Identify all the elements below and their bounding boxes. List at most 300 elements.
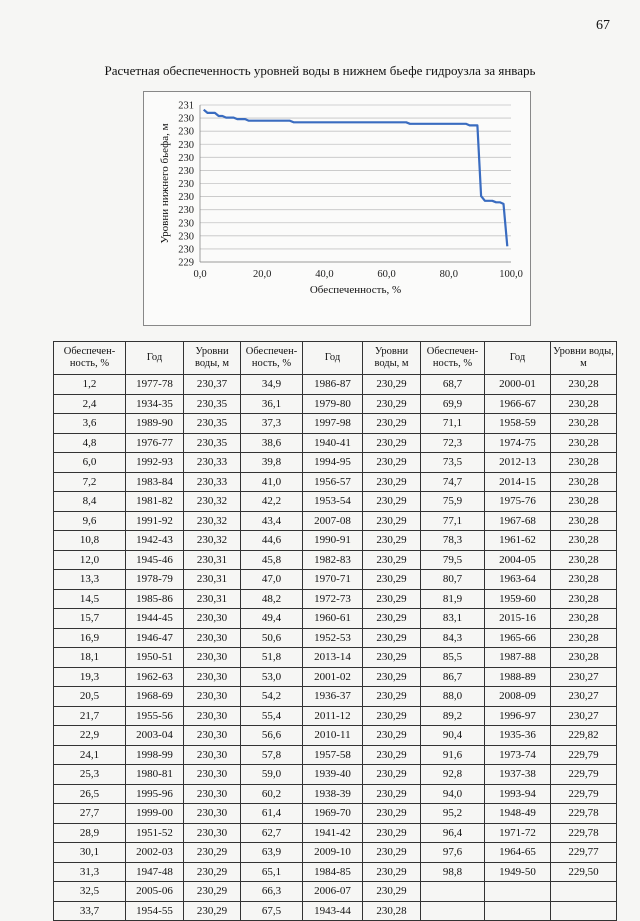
table-cell: 2005-06 [126, 882, 184, 902]
table-cell: 24,1 [54, 745, 126, 765]
table-cell: 30,1 [54, 843, 126, 863]
table-cell: 2014-15 [485, 472, 551, 492]
table-cell: 2006-07 [303, 882, 363, 902]
table-cell: 61,4 [241, 804, 303, 824]
table-row [54, 667, 617, 687]
table-cell: 230,29 [363, 804, 421, 824]
x-tick-label: 80,0 [439, 269, 458, 280]
page-number: 67 [596, 18, 610, 33]
table-cell: 1975-76 [485, 492, 551, 512]
y-tick-label: 230 [178, 126, 194, 138]
x-tick-label: 100,0 [499, 269, 523, 280]
table-cell: 230,33 [184, 453, 241, 473]
table-cell: 230,28 [363, 901, 421, 921]
table-row [54, 375, 617, 395]
table-cell: 230,35 [184, 414, 241, 434]
table-cell: 230,30 [184, 609, 241, 629]
table-cell: 15,7 [54, 609, 126, 629]
table-cell: 230,29 [363, 511, 421, 531]
table-cell: 1996-97 [485, 706, 551, 726]
chart-title: Расчетная обеспеченность уровней воды в нижнем бьефе гидроузла за январь [104, 63, 536, 78]
y-tick-label: 230 [178, 113, 194, 125]
probability-table [53, 341, 617, 921]
table-cell: 57,8 [241, 745, 303, 765]
table-cell: 1934-35 [126, 394, 184, 414]
table-cell: 51,8 [241, 648, 303, 668]
table-cell: 230,29 [363, 394, 421, 414]
table-cell: 1966-67 [485, 394, 551, 414]
table-cell: 1950-51 [126, 648, 184, 668]
table-cell: 230,28 [551, 433, 617, 453]
table-cell: 47,0 [241, 570, 303, 590]
table-row [54, 472, 617, 492]
table-row [54, 862, 617, 882]
table-cell: 1995-96 [126, 784, 184, 804]
table-cell [551, 901, 617, 921]
table-cell: 230,29 [363, 648, 421, 668]
table-cell: 1949-50 [485, 862, 551, 882]
table-cell: 79,5 [421, 550, 485, 570]
table-header-cell: Обеспечен-ность, % [54, 342, 126, 375]
table-cell: 1954-55 [126, 901, 184, 921]
table-cell: 1935-36 [485, 726, 551, 746]
table-cell: 74,7 [421, 472, 485, 492]
table-cell: 59,0 [241, 765, 303, 785]
table-cell: 229,79 [551, 784, 617, 804]
table-cell: 1994-95 [303, 453, 363, 473]
table-cell: 50,6 [241, 628, 303, 648]
table-cell: 1943-44 [303, 901, 363, 921]
table-row [54, 765, 617, 785]
table-cell: 9,6 [54, 511, 126, 531]
y-tick-label: 230 [178, 152, 194, 164]
table-cell: 1978-79 [126, 570, 184, 590]
table-cell: 1988-89 [485, 667, 551, 687]
table-cell: 230,28 [551, 570, 617, 590]
table-cell: 230,29 [363, 784, 421, 804]
table-cell: 32,5 [54, 882, 126, 902]
table-cell: 230,33 [184, 472, 241, 492]
table-cell: 230,29 [184, 862, 241, 882]
table-cell: 33,7 [54, 901, 126, 921]
table-row [54, 453, 617, 473]
table-cell: 1997-98 [303, 414, 363, 434]
table-cell: 230,29 [363, 706, 421, 726]
table-row [54, 843, 617, 863]
table-cell: 1971-72 [485, 823, 551, 843]
table-cell: 1970-71 [303, 570, 363, 590]
table-cell: 67,5 [241, 901, 303, 921]
table-cell: 230,27 [551, 706, 617, 726]
table-cell: 1974-75 [485, 433, 551, 453]
table-cell: 1937-38 [485, 765, 551, 785]
table-cell: 2003-04 [126, 726, 184, 746]
table-cell: 1942-43 [126, 531, 184, 551]
table-cell: 229,77 [551, 843, 617, 863]
table-cell: 1946-47 [126, 628, 184, 648]
table-cell: 230,30 [184, 784, 241, 804]
table-cell: 31,3 [54, 862, 126, 882]
table-cell: 89,2 [421, 706, 485, 726]
table-cell [421, 901, 485, 921]
table-cell: 230,28 [551, 414, 617, 434]
table-cell: 77,1 [421, 511, 485, 531]
table-cell: 90,4 [421, 726, 485, 746]
table-cell: 1989-90 [126, 414, 184, 434]
y-tick-label: 230 [178, 165, 194, 177]
table-cell: 54,2 [241, 687, 303, 707]
table-cell: 1953-54 [303, 492, 363, 512]
table-cell: 230,29 [184, 882, 241, 902]
table-cell: 39,8 [241, 453, 303, 473]
x-axis-label: Обеспеченность, % [309, 284, 402, 296]
table-cell: 1963-64 [485, 570, 551, 590]
table-cell: 230,29 [363, 862, 421, 882]
table-cell: 43,4 [241, 511, 303, 531]
table-cell: 86,7 [421, 667, 485, 687]
table-cell: 1947-48 [126, 862, 184, 882]
table-cell: 230,30 [184, 706, 241, 726]
table-cell: 1998-99 [126, 745, 184, 765]
table-cell: 2008-09 [485, 687, 551, 707]
y-tick-label: 230 [178, 179, 194, 190]
table-cell: 230,29 [184, 901, 241, 921]
table-cell: 230,28 [551, 531, 617, 551]
table-cell: 1955-56 [126, 706, 184, 726]
table-cell: 78,3 [421, 531, 485, 551]
table-cell: 83,1 [421, 609, 485, 629]
table-body [54, 375, 617, 921]
table-cell: 1952-53 [303, 628, 363, 648]
table-cell: 230,31 [184, 570, 241, 590]
table-row [54, 492, 617, 512]
table-cell: 230,28 [551, 648, 617, 668]
table-cell: 98,8 [421, 862, 485, 882]
table-cell: 230,29 [363, 589, 421, 609]
table-cell: 1992-93 [126, 453, 184, 473]
x-tick-label: 20,0 [253, 269, 272, 280]
table-cell: 27,7 [54, 804, 126, 824]
table-row [54, 433, 617, 453]
table-row [54, 589, 617, 609]
table-cell: 2010-11 [303, 726, 363, 746]
table-cell: 230,28 [551, 628, 617, 648]
table-row [54, 804, 617, 824]
table-cell: 1972-73 [303, 589, 363, 609]
table-cell: 26,5 [54, 784, 126, 804]
table-cell: 230,29 [363, 823, 421, 843]
table-cell: 94,0 [421, 784, 485, 804]
table-cell: 2011-12 [303, 706, 363, 726]
table-cell: 1979-80 [303, 394, 363, 414]
x-tick-label: 60,0 [377, 269, 396, 280]
table-cell: 7,2 [54, 472, 126, 492]
table-cell: 230,29 [363, 414, 421, 434]
table-cell: 1986-87 [303, 375, 363, 395]
table-cell: 1956-57 [303, 472, 363, 492]
table-cell: 2009-10 [303, 843, 363, 863]
table-row [54, 570, 617, 590]
table-cell: 229,79 [551, 765, 617, 785]
table-row [54, 531, 617, 551]
table-cell: 230,31 [184, 550, 241, 570]
table-cell: 230,35 [184, 433, 241, 453]
table-cell: 230,29 [363, 550, 421, 570]
table-cell: 37,3 [241, 414, 303, 434]
table-cell: 230,32 [184, 511, 241, 531]
table-cell: 230,29 [363, 628, 421, 648]
table-cell: 68,7 [421, 375, 485, 395]
table-cell: 14,5 [54, 589, 126, 609]
table-cell: 230,30 [184, 687, 241, 707]
table-cell: 230,28 [551, 394, 617, 414]
table-cell: 230,29 [363, 375, 421, 395]
table-header-cell: Обеспечен-ность, % [241, 342, 303, 375]
chart-container [143, 91, 531, 326]
table-cell: 230,28 [551, 492, 617, 512]
table-cell: 75,9 [421, 492, 485, 512]
table-row [54, 823, 617, 843]
table-cell: 91,6 [421, 745, 485, 765]
table-cell: 2013-14 [303, 648, 363, 668]
table-cell: 92,8 [421, 765, 485, 785]
table-cell: 230,29 [363, 687, 421, 707]
table-cell: 1936-37 [303, 687, 363, 707]
table-row [54, 550, 617, 570]
table-cell: 1958-59 [485, 414, 551, 434]
table-cell: 1981-82 [126, 492, 184, 512]
table-cell: 230,30 [184, 667, 241, 687]
table-cell: 1984-85 [303, 862, 363, 882]
y-tick-label: 231 [178, 100, 194, 112]
table-cell: 230,28 [551, 453, 617, 473]
table-cell: 1985-86 [126, 589, 184, 609]
table-cell: 69,9 [421, 394, 485, 414]
table-row [54, 511, 617, 531]
table-cell: 66,3 [241, 882, 303, 902]
table-cell: 230,29 [363, 882, 421, 902]
y-tick-label: 230 [178, 139, 194, 151]
table-cell: 56,6 [241, 726, 303, 746]
table-cell: 1969-70 [303, 804, 363, 824]
table-cell: 73,5 [421, 453, 485, 473]
table-cell: 41,0 [241, 472, 303, 492]
table-cell: 38,6 [241, 433, 303, 453]
table-cell: 1983-84 [126, 472, 184, 492]
table-cell: 81,9 [421, 589, 485, 609]
table-cell: 229,50 [551, 862, 617, 882]
table-cell: 230,29 [363, 726, 421, 746]
table-header-cell: Год [485, 342, 551, 375]
table-header-row [54, 342, 617, 375]
table-row [54, 394, 617, 414]
table-cell: 1941-42 [303, 823, 363, 843]
x-tick-label: 40,0 [315, 269, 334, 280]
table-header-cell: Год [126, 342, 184, 375]
table-cell [421, 882, 485, 902]
table-cell: 55,4 [241, 706, 303, 726]
table-cell: 1962-63 [126, 667, 184, 687]
table-cell: 230,27 [551, 667, 617, 687]
table-header-cell: Уровни воды, м [184, 342, 241, 375]
table-cell: 1968-69 [126, 687, 184, 707]
table-cell: 1982-83 [303, 550, 363, 570]
table-cell: 18,1 [54, 648, 126, 668]
table-row [54, 784, 617, 804]
table-header-cell: Год [303, 342, 363, 375]
table-cell: 60,2 [241, 784, 303, 804]
table-cell: 230,28 [551, 609, 617, 629]
table-cell: 1948-49 [485, 804, 551, 824]
table-cell: 71,1 [421, 414, 485, 434]
table-cell: 4,8 [54, 433, 126, 453]
table-cell: 230,28 [551, 589, 617, 609]
table-cell: 230,27 [551, 687, 617, 707]
table-cell: 230,30 [184, 745, 241, 765]
table-cell: 1951-52 [126, 823, 184, 843]
table-cell: 230,30 [184, 765, 241, 785]
table-cell: 1990-91 [303, 531, 363, 551]
table-cell: 85,5 [421, 648, 485, 668]
y-tick-label: 229 [178, 257, 194, 269]
table-cell: 230,37 [184, 375, 241, 395]
table-cell: 2012-13 [485, 453, 551, 473]
table-cell: 62,7 [241, 823, 303, 843]
table-cell: 2001-02 [303, 667, 363, 687]
table-cell: 48,2 [241, 589, 303, 609]
table-header-cell: Уровни воды, м [551, 342, 617, 375]
table-cell: 63,9 [241, 843, 303, 863]
table-cell: 230,29 [363, 570, 421, 590]
table-cell: 1939-40 [303, 765, 363, 785]
table-cell: 230,29 [363, 472, 421, 492]
table-cell: 1977-78 [126, 375, 184, 395]
table-cell: 229,82 [551, 726, 617, 746]
table-cell: 2,4 [54, 394, 126, 414]
table-cell: 20,5 [54, 687, 126, 707]
table-cell: 1987-88 [485, 648, 551, 668]
table-cell: 45,8 [241, 550, 303, 570]
table-row [54, 882, 617, 902]
table-cell: 1,2 [54, 375, 126, 395]
table-row [54, 745, 617, 765]
table-cell: 3,6 [54, 414, 126, 434]
table-cell: 230,29 [363, 492, 421, 512]
table-row [54, 414, 617, 434]
table-cell: 44,6 [241, 531, 303, 551]
table-cell: 230,30 [184, 804, 241, 824]
table-cell: 1944-45 [126, 609, 184, 629]
table-cell: 1991-92 [126, 511, 184, 531]
table-cell: 230,28 [551, 550, 617, 570]
table-cell: 230,28 [551, 375, 617, 395]
table-cell: 22,9 [54, 726, 126, 746]
table-cell: 2015-16 [485, 609, 551, 629]
table-cell: 230,28 [551, 511, 617, 531]
table-cell: 230,29 [363, 433, 421, 453]
table-cell: 80,7 [421, 570, 485, 590]
table-header-cell: Уровни воды, м [363, 342, 421, 375]
table-cell: 1993-94 [485, 784, 551, 804]
table-cell: 230,29 [363, 745, 421, 765]
y-tick-label: 230 [178, 218, 194, 230]
table-cell: 1938-39 [303, 784, 363, 804]
table-cell: 230,29 [184, 843, 241, 863]
table-row [54, 687, 617, 707]
table-cell: 1957-58 [303, 745, 363, 765]
table-row [54, 901, 617, 921]
table-cell: 230,29 [363, 609, 421, 629]
y-tick-label: 230 [178, 244, 194, 256]
table-cell: 2007-08 [303, 511, 363, 531]
table-row [54, 628, 617, 648]
table-cell: 230,30 [184, 648, 241, 668]
table-cell: 34,9 [241, 375, 303, 395]
table-cell: 230,29 [363, 531, 421, 551]
data-series-line [204, 110, 508, 247]
table-row [54, 726, 617, 746]
table-cell: 2002-03 [126, 843, 184, 863]
table-cell: 8,4 [54, 492, 126, 512]
table-cell: 1940-41 [303, 433, 363, 453]
table-cell: 53,0 [241, 667, 303, 687]
table-cell: 1999-00 [126, 804, 184, 824]
y-tick-label: 230 [178, 231, 194, 243]
table-cell: 95,2 [421, 804, 485, 824]
table-cell: 49,4 [241, 609, 303, 629]
table-cell: 25,3 [54, 765, 126, 785]
table-header-cell: Обеспечен-ность, % [421, 342, 485, 375]
table-cell [551, 882, 617, 902]
table-cell: 230,30 [184, 823, 241, 843]
table-cell: 13,3 [54, 570, 126, 590]
table-row [54, 706, 617, 726]
table-cell: 2000-01 [485, 375, 551, 395]
table-cell: 88,0 [421, 687, 485, 707]
table-cell: 230,29 [363, 453, 421, 473]
table-cell: 16,9 [54, 628, 126, 648]
table-cell: 12,0 [54, 550, 126, 570]
table-cell: 21,7 [54, 706, 126, 726]
table-cell: 230,29 [363, 765, 421, 785]
table-cell: 230,35 [184, 394, 241, 414]
table-cell: 1973-74 [485, 745, 551, 765]
table-cell: 28,9 [54, 823, 126, 843]
table-cell: 1959-60 [485, 589, 551, 609]
table-cell: 1945-46 [126, 550, 184, 570]
table-cell: 229,79 [551, 745, 617, 765]
table-cell: 1961-62 [485, 531, 551, 551]
table-cell: 1964-65 [485, 843, 551, 863]
table-cell: 1967-68 [485, 511, 551, 531]
probability-curve-chart [144, 92, 530, 325]
table-cell: 1965-66 [485, 628, 551, 648]
table-cell: 2004-05 [485, 550, 551, 570]
table-row [54, 648, 617, 668]
table-cell: 36,1 [241, 394, 303, 414]
table-row [54, 609, 617, 629]
table-cell: 230,32 [184, 531, 241, 551]
y-axis-label: Уровни нижнего бьефа, м [159, 123, 171, 244]
table-cell: 19,3 [54, 667, 126, 687]
table-cell: 230,32 [184, 492, 241, 512]
table-cell: 42,2 [241, 492, 303, 512]
table-cell: 6,0 [54, 453, 126, 473]
table-cell: 230,30 [184, 726, 241, 746]
table-cell: 1960-61 [303, 609, 363, 629]
table-cell: 1980-81 [126, 765, 184, 785]
table-cell: 84,3 [421, 628, 485, 648]
